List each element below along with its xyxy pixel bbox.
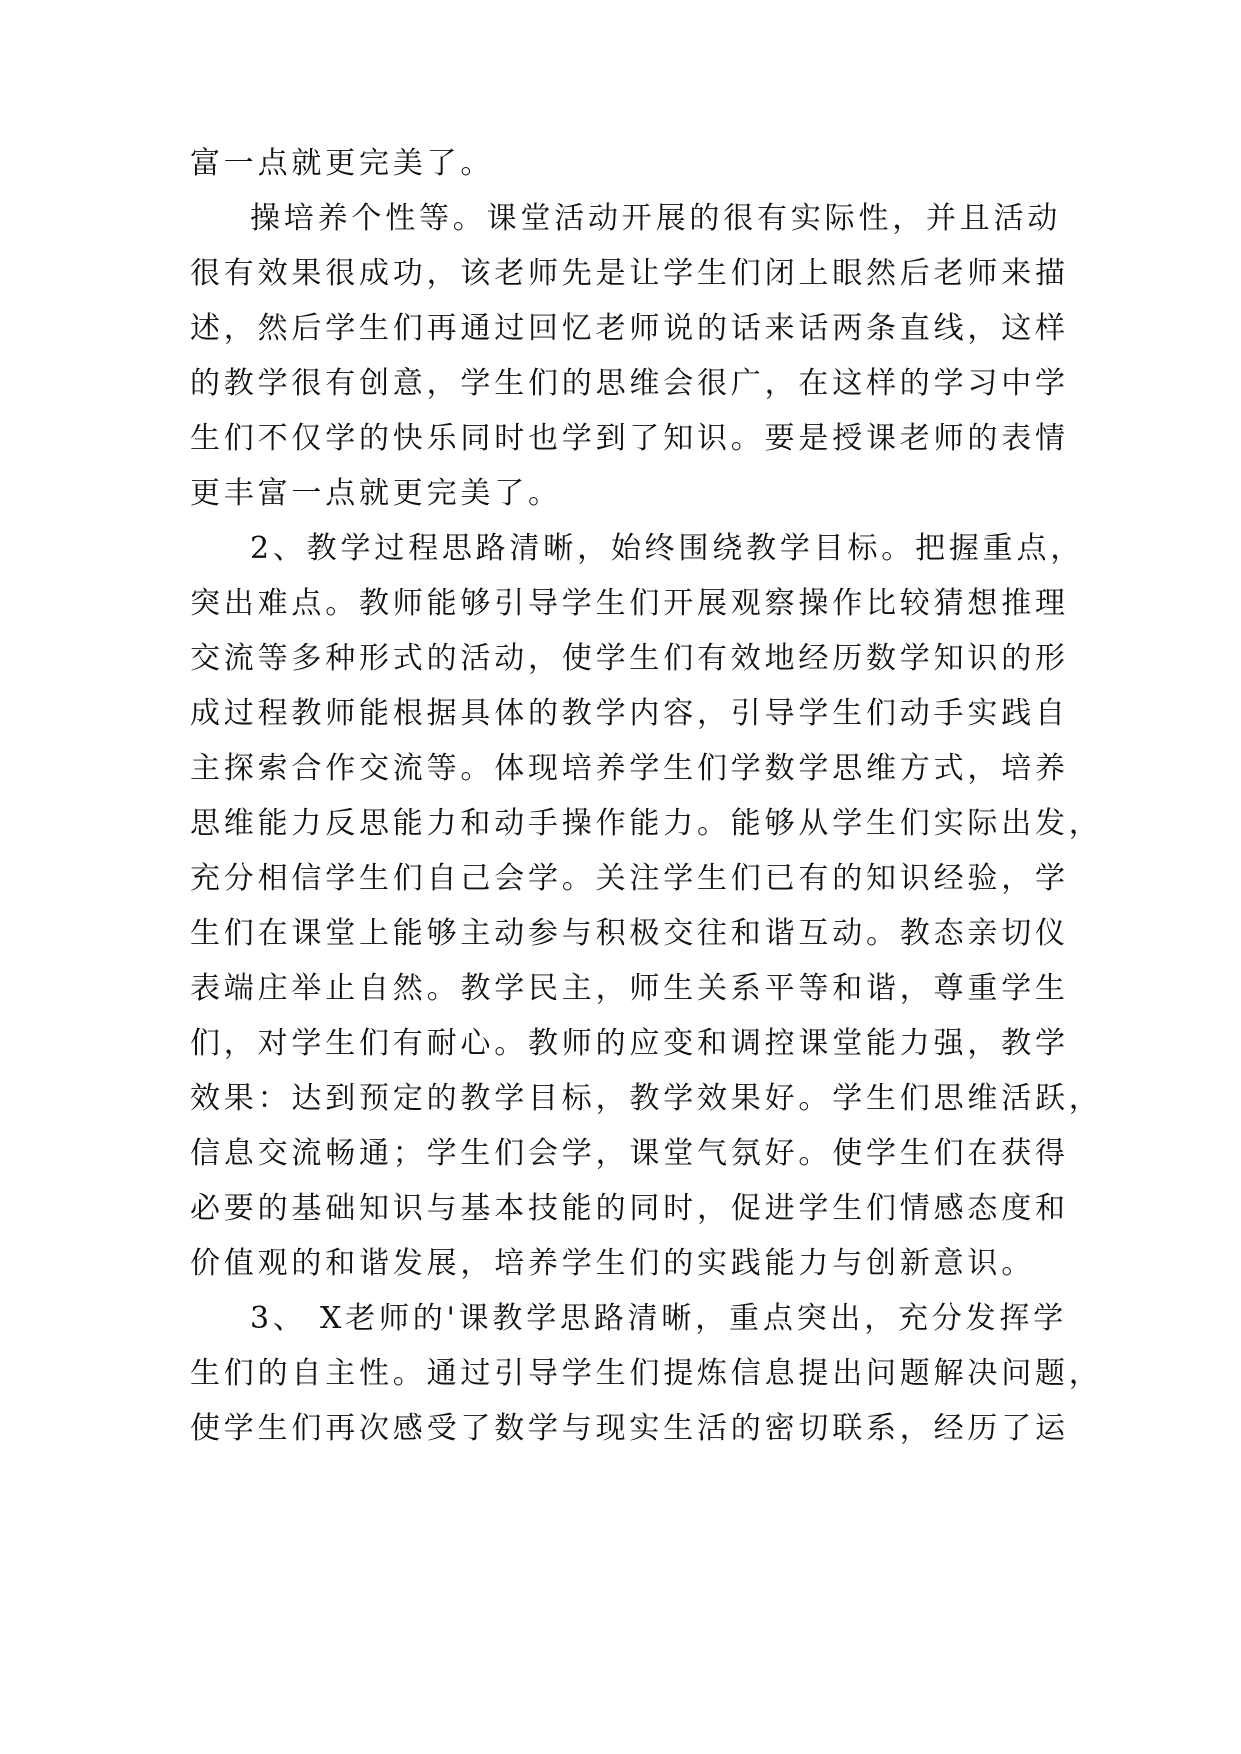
text-line: 生们的自主性。通过引导学生们提炼信息提出问题解决问题， [190, 1356, 1103, 1391]
text-line: 生们不仅学的快乐同时也学到了知识。要是授课老师的表情 [190, 421, 1069, 456]
text-line: 表端庄举止自然。教学民主，师生关系平等和谐，尊重学生 [190, 971, 1069, 1006]
text-line: 思维能力反思能力和动手操作能力。能够从学生们实际出发， [190, 806, 1103, 841]
text-line: 充分相信学生们自己会学。关注学生们已有的知识经验，学 [190, 861, 1069, 896]
text-line: 效果：达到预定的教学目标，教学效果好。学生们思维活跃， [190, 1081, 1103, 1116]
text-line: 很有效果很成功，该老师先是让学生们闭上眼然后老师来描 [190, 256, 1069, 291]
text-line: 成过程教师能根据具体的教学内容，引导学生们动手实践自 [190, 696, 1069, 731]
text-line: 3、 X老师的'课教学思路清晰，重点突出，充分发挥学 [250, 1301, 1068, 1336]
text-line: 使学生们再次感受了数学与现实生活的密切联系，经历了运 [190, 1411, 1069, 1446]
text-line: 生们在课堂上能够主动参与积极交往和谐互动。教态亲切仪 [190, 916, 1069, 951]
text-line: 必要的基础知识与基本技能的同时，促进学生们情感态度和 [190, 1191, 1069, 1226]
text-line: 2、教学过程思路清晰，始终围绕教学目标。把握重点， [250, 531, 1085, 566]
text-line: 的教学很有创意，学生们的思维会很广，在这样的学习中学 [190, 366, 1069, 401]
text-line: 富一点就更完美了。 [190, 146, 495, 181]
text-line: 价值观的和谐发展，培养学生们的实践能力与创新意识。 [190, 1246, 1035, 1281]
text-line: 交流等多种形式的活动，使学生们有效地经历数学知识的形 [190, 641, 1069, 676]
text-line: 更丰富一点就更完美了。 [190, 476, 562, 511]
text-line: 突出难点。教师能够引导学生们开展观察操作比较猜想推理 [190, 586, 1069, 621]
text-line: 们，对学生们有耐心。教师的应变和调控课堂能力强，教学 [190, 1026, 1069, 1061]
text-line: 主探索合作交流等。体现培养学生们学数学思维方式，培养 [190, 751, 1069, 786]
text-line: 操培养个性等。课堂活动开展的很有实际性，并且活动 [250, 201, 1062, 236]
text-line: 述，然后学生们再通过回忆老师说的话来话两条直线，这样 [190, 311, 1069, 346]
text-line: 信息交流畅通；学生们会学，课堂气氛好。使学生们在获得 [190, 1136, 1069, 1171]
